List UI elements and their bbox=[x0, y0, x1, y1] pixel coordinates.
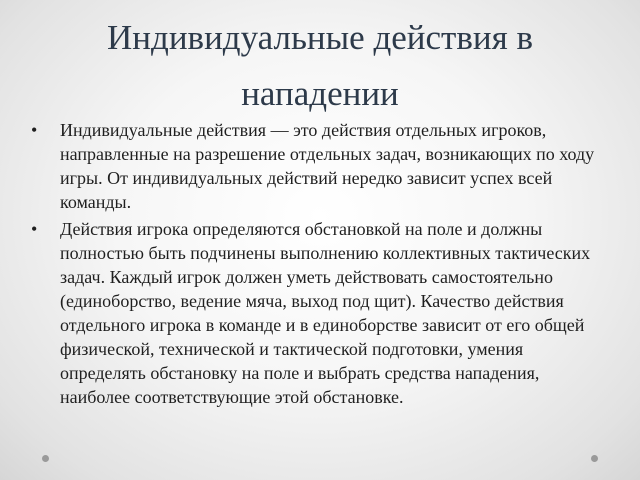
bullet-list bbox=[28, 118, 606, 412]
bullet-dot-icon: • bbox=[31, 120, 38, 140]
bullet-item-1 bbox=[28, 118, 606, 214]
corner-dot-left-icon bbox=[42, 455, 49, 462]
bullet-text: Действия игрока определяются обстановкой на поле и должны полностью быть подчинены выполнению коллективных тактических задач. Каждый игрок должен уметь действовать самостоятельно (единоборство, ведение мяча, выход под щит). Качество действия отдельного игрока в команде и в единоборстве зависит от его общей физической, технической и тактической подготовки, умения определять обстановку на поле и выбрать средства нападения, наиболее соответствующие этой обстановке. bbox=[60, 219, 591, 407]
bullet-text: Индивидуальные действия — это действия отдельных игроков, направленные на разрешение отдельных задач, возникающих по ходу игры. От индивидуальных действий нередко зависит успех всей команды. bbox=[60, 120, 595, 212]
corner-dot-right-icon bbox=[591, 455, 598, 462]
slide-title: Индивидуальные действия в нападении bbox=[107, 18, 533, 113]
bullet-dot-icon: • bbox=[31, 219, 38, 239]
bullet-item-2 bbox=[28, 217, 606, 409]
